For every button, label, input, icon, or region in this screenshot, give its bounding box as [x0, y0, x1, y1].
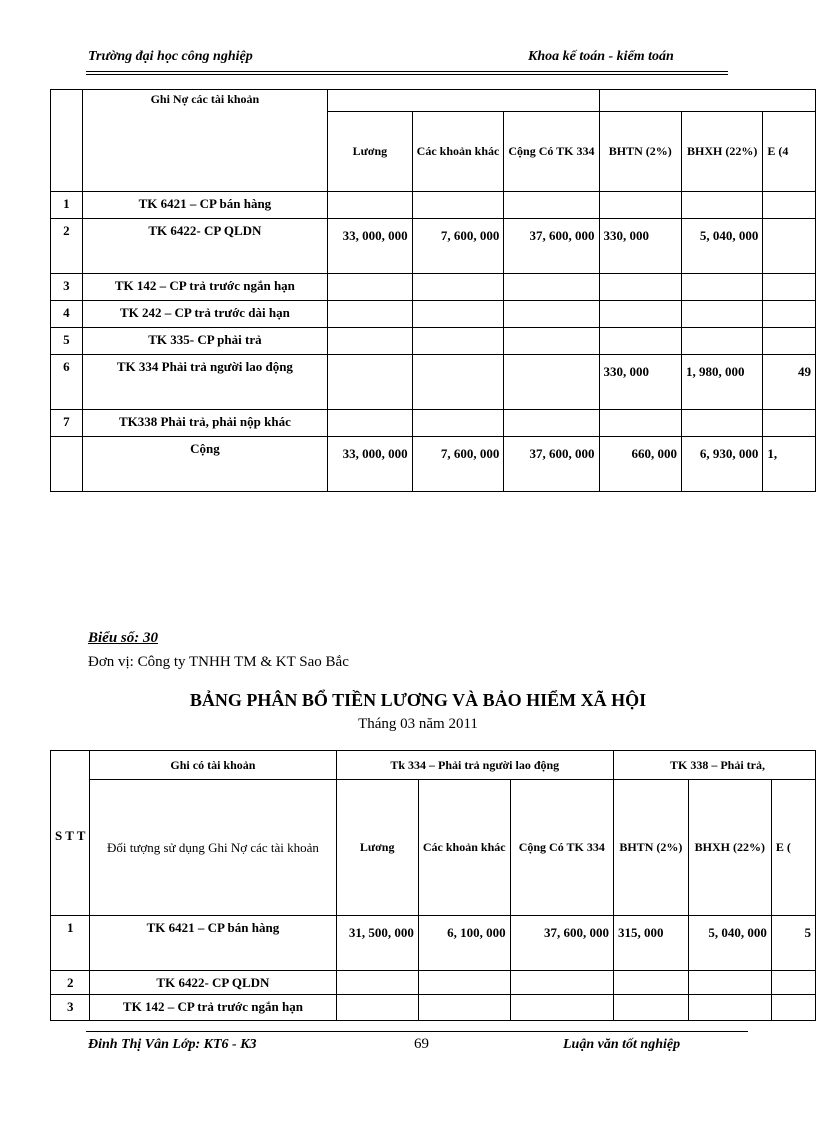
table1-header-top — [51, 90, 816, 112]
cell-luong — [328, 328, 413, 355]
table2-ghi-co-header: Ghi có tài khoản — [90, 751, 336, 780]
cell-bhxh: 1, 980, 000 — [682, 355, 763, 410]
document-title: BẢNG PHÂN BỔ TIỀN LƯƠNG VÀ BẢO HIỂM XÃ HỘI — [189, 690, 647, 710]
cell-luong — [336, 995, 418, 1021]
table-row — [51, 274, 816, 301]
cell-cong: 37, 600, 000 — [504, 437, 599, 492]
cell-bhtn: 315, 000 — [614, 916, 689, 971]
row-account: TK 6422- CP QLDN — [82, 219, 327, 274]
cell-bhtn: 330, 000 — [599, 355, 682, 410]
col-bhtn: BHTN (2%) — [614, 780, 689, 916]
cell-khac — [418, 971, 510, 995]
table-row — [51, 328, 816, 355]
cell-cong — [504, 301, 599, 328]
table-total-row — [51, 437, 816, 492]
cell-extra — [771, 971, 815, 995]
table2-doi-tuong-header: Đối tượng sử dụng Ghi Nợ các tài khoản — [90, 780, 336, 916]
cell-luong: 33, 000, 000 — [328, 437, 413, 492]
cell-khac — [412, 410, 504, 437]
page-header-faculty: Khoa kế toán - kiểm toán — [528, 49, 674, 64]
document-month: Tháng 03 năm 2011 — [358, 716, 478, 732]
table-row — [51, 916, 816, 971]
row-account: TK 335- CP phải trả — [82, 328, 327, 355]
col-cong-co-tk334: Cộng Có TK 334 — [504, 112, 599, 192]
row-account: TK 6422- CP QLDN — [90, 971, 336, 995]
row-stt: 2 — [51, 971, 90, 995]
cell-bhtn — [599, 328, 682, 355]
col-truncated: E ( — [771, 780, 815, 916]
cell-luong: 31, 500, 000 — [336, 916, 418, 971]
cell-luong — [328, 410, 413, 437]
cell-extra — [771, 995, 815, 1021]
cell-bhtn — [599, 301, 682, 328]
cell-luong: 33, 000, 000 — [328, 219, 413, 274]
cell-khac — [412, 192, 504, 219]
row-account: TK 142 – CP trả trước ngắn hạn — [90, 995, 336, 1021]
allocation-table — [50, 750, 816, 1021]
table-row — [51, 971, 816, 995]
cell-khac: 6, 100, 000 — [418, 916, 510, 971]
unit-line: Đơn vị: Công ty TNHH TM & KT Sao Bắc — [88, 654, 349, 670]
row-stt: 4 — [51, 301, 83, 328]
row-account: TK338 Phải trả, phải nộp khác — [82, 410, 327, 437]
cell-luong — [328, 192, 413, 219]
cell-extra: 1, — [763, 437, 816, 492]
row-stt: 3 — [51, 274, 83, 301]
cell-bhxh — [688, 971, 771, 995]
table2-header-cols — [51, 780, 816, 916]
cell-luong — [328, 355, 413, 410]
table2-stt-header: S T T — [51, 751, 90, 916]
cell-khac: 7, 600, 000 — [412, 219, 504, 274]
col-cac-khoan-khac: Các khoản khác — [418, 780, 510, 916]
table1-account-header: Ghi Nợ các tài khoản — [82, 90, 327, 192]
allocation-table-continued — [50, 89, 816, 492]
col-luong: Lương — [336, 780, 418, 916]
table-row — [51, 192, 816, 219]
cell-bhxh — [688, 995, 771, 1021]
table-row — [51, 410, 816, 437]
cell-bhxh — [682, 274, 763, 301]
header-rule-2 — [86, 74, 728, 75]
table-row — [51, 995, 816, 1021]
cell-khac — [412, 301, 504, 328]
row-account: TK 334 Phải trả người lao động — [82, 355, 327, 410]
cell-extra — [763, 192, 816, 219]
cell-khac — [412, 355, 504, 410]
footer-thesis: Luận văn tốt nghiệp — [563, 1037, 681, 1052]
row-stt: 1 — [51, 916, 90, 971]
cell-cong — [504, 274, 599, 301]
cell-extra — [763, 410, 816, 437]
row-stt: 2 — [51, 219, 83, 274]
page-header-school: Trường đại học công nghiệp — [88, 49, 253, 64]
cell-cong — [504, 328, 599, 355]
cell-cong — [510, 995, 613, 1021]
col-bhxh: BHXH (22%) — [688, 780, 771, 916]
cell-bhxh — [682, 192, 763, 219]
cell-bhtn: 330, 000 — [599, 219, 682, 274]
cell-bhtn — [614, 971, 689, 995]
cell-luong — [336, 971, 418, 995]
cell-bhxh — [682, 301, 763, 328]
cell-extra — [763, 219, 816, 274]
col-bhtn: BHTN (2%) — [599, 112, 682, 192]
cell-bhtn — [599, 274, 682, 301]
cell-bhtn — [599, 192, 682, 219]
row-stt — [51, 437, 83, 492]
row-account: TK 6421 – CP bán hàng — [90, 916, 336, 971]
col-cac-khoan-khac: Các khoản khác — [412, 112, 504, 192]
cell-extra — [763, 274, 816, 301]
col-luong: Lương — [328, 112, 413, 192]
table2-tk334-header: Tk 334 – Phải trả người lao động — [336, 751, 614, 780]
row-stt: 1 — [51, 192, 83, 219]
cell-cong: 37, 600, 000 — [504, 219, 599, 274]
cell-extra: 5 — [771, 916, 815, 971]
row-account: TK 242 – CP trả trước dài hạn — [82, 301, 327, 328]
cell-bhxh: 6, 930, 000 — [682, 437, 763, 492]
cell-cong — [504, 192, 599, 219]
header-rule — [86, 71, 728, 72]
row-stt: 3 — [51, 995, 90, 1021]
row-account: TK 142 – CP trả trước ngắn hạn — [82, 274, 327, 301]
cell-bhxh — [682, 410, 763, 437]
cell-khac — [412, 274, 504, 301]
cell-bhtn: 660, 000 — [599, 437, 682, 492]
cell-extra: 49 — [763, 355, 816, 410]
cell-cong — [510, 971, 613, 995]
table-row — [51, 355, 816, 410]
table1-stt-header — [51, 90, 83, 192]
cell-luong — [328, 274, 413, 301]
col-truncated: E (4 — [763, 112, 816, 192]
table2-header-top — [51, 751, 816, 780]
cell-cong — [504, 355, 599, 410]
footer-rule — [86, 1031, 748, 1032]
table1-tk338-header — [599, 90, 816, 112]
table-row — [51, 219, 816, 274]
row-stt: 7 — [51, 410, 83, 437]
row-account: TK 6421 – CP bán hàng — [82, 192, 327, 219]
row-stt: 6 — [51, 355, 83, 410]
footer-author: Đinh Thị Vân Lớp: KT6 - K3 — [88, 1037, 257, 1052]
exhibit-number: Biểu số: 30 — [88, 630, 159, 646]
cell-khac — [418, 995, 510, 1021]
col-cong-co-tk334: Cộng Có TK 334 — [510, 780, 613, 916]
table-row — [51, 301, 816, 328]
cell-cong — [504, 410, 599, 437]
table1-tk334-header — [328, 90, 599, 112]
cell-extra — [763, 328, 816, 355]
page-number: 69 — [414, 1036, 429, 1052]
cell-bhxh: 5, 040, 000 — [688, 916, 771, 971]
cell-khac — [412, 328, 504, 355]
row-stt: 5 — [51, 328, 83, 355]
cell-bhxh — [682, 328, 763, 355]
cell-bhxh: 5, 040, 000 — [682, 219, 763, 274]
cell-extra — [763, 301, 816, 328]
cell-cong: 37, 600, 000 — [510, 916, 613, 971]
cell-bhtn — [614, 995, 689, 1021]
cell-khac: 7, 600, 000 — [412, 437, 504, 492]
row-account: Cộng — [82, 437, 327, 492]
table2-tk338-header: TK 338 – Phải trả, — [614, 751, 816, 780]
cell-bhtn — [599, 410, 682, 437]
cell-luong — [328, 301, 413, 328]
col-bhxh: BHXH (22%) — [682, 112, 763, 192]
